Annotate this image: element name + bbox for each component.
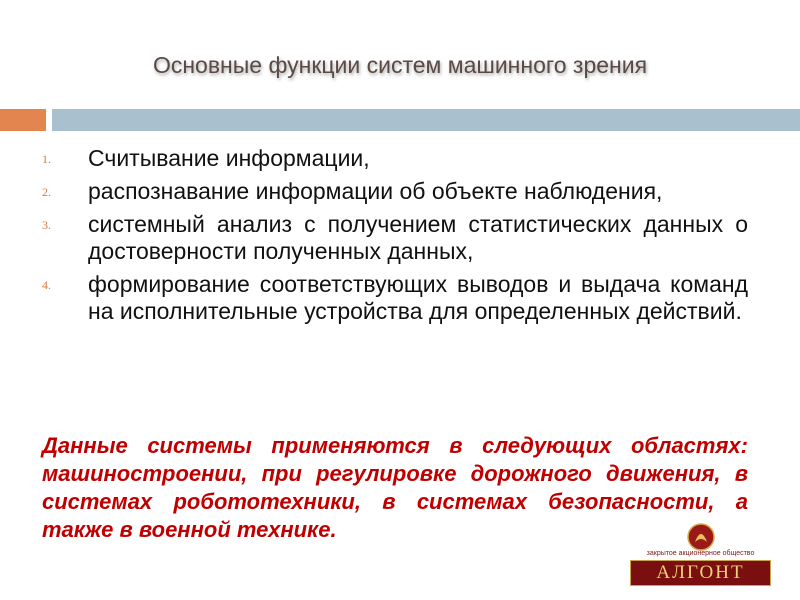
list-item <box>42 211 748 265</box>
list-item <box>42 271 748 325</box>
list-item-text: формирование соответствующих выводов и выдача команд на исполнительные устройства для определенных действий. <box>88 271 748 324</box>
functions-list <box>42 145 748 331</box>
applications-paragraph: Данные системы применяются в следующих областях: машиностроении, при регулировке дорожного движения, в системах робототехники, в системах безопасности, а также в военной технике. <box>42 433 748 542</box>
list-number: 3. <box>42 218 51 232</box>
list-item-text: системный анализ с получением статистических данных о достоверности полученных данных, <box>88 211 748 264</box>
accent-bar-blue <box>52 109 800 131</box>
algont-logo <box>628 528 773 588</box>
list-number: 1. <box>42 152 51 166</box>
list-number: 2. <box>42 185 51 199</box>
list-item-text: распознавание информации об объекте наблюдения, <box>88 178 663 204</box>
list-item-text: Считывание информации, <box>88 145 370 171</box>
list-item <box>42 145 748 172</box>
accent-bar-orange <box>0 109 46 131</box>
logo-emblem-icon <box>686 522 716 552</box>
logo-name: АЛГОНТ <box>630 560 771 586</box>
list-item <box>42 178 748 205</box>
slide-title: Основные функции систем машинного зрения <box>152 52 648 78</box>
list-number: 4. <box>42 278 51 292</box>
logo-subtitle: закрытое акционерное общество <box>646 550 755 557</box>
